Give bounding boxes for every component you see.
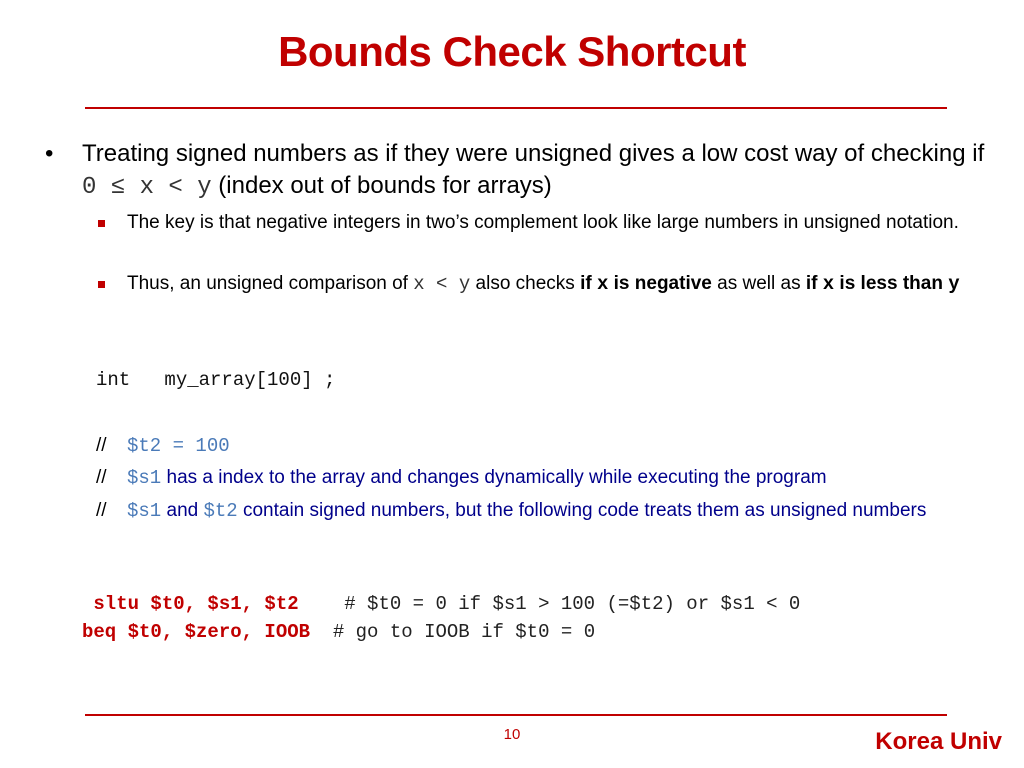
title-divider bbox=[85, 107, 947, 109]
comment-marker: // bbox=[96, 467, 107, 488]
sub-bullet-2-text: as well as bbox=[711, 273, 806, 294]
asm-comment: # $t0 = 0 if $s1 > 100 (=$t2) or $s1 < 0 bbox=[298, 593, 801, 615]
bullet-dot-icon: • bbox=[45, 140, 54, 167]
emphasis-text: is negative bbox=[608, 273, 712, 294]
main-bullet bbox=[45, 138, 992, 204]
comment-marker: // bbox=[96, 500, 107, 521]
square-bullet-icon bbox=[98, 220, 105, 227]
page-number: 10 bbox=[503, 726, 521, 743]
emphasis-code: x bbox=[822, 273, 835, 295]
slide-title: Bounds Check Shortcut bbox=[278, 28, 746, 75]
asm-line-1 bbox=[82, 590, 800, 618]
sub-bullet-2 bbox=[127, 270, 977, 298]
sub-bullet-1 bbox=[127, 209, 977, 237]
comment-text: has a index to the array and changes dynamically while executing the program bbox=[161, 467, 827, 488]
bullet-code: 0 ≤ x < y bbox=[82, 174, 212, 201]
asm-instruction: sltu $t0, $s1, $t2 bbox=[82, 593, 299, 615]
emphasis-code: x bbox=[596, 273, 609, 295]
sub-bullet-1-text: The key is that negative integers in two’s complement look like large numbers in unsigned notation. bbox=[127, 212, 959, 233]
register-ref: $s1 bbox=[127, 467, 162, 489]
emphasis-code: y bbox=[948, 273, 960, 295]
asm-instruction: beq $t0, $zero, IOOB bbox=[82, 621, 311, 643]
square-bullet-icon bbox=[98, 281, 105, 288]
comment-text: and bbox=[161, 500, 204, 521]
sub-bullet-2-text: Thus, an unsigned comparison of bbox=[127, 273, 414, 294]
bullet-text-a: Treating signed numbers as if they were unsigned gives a low cost way of checking if bbox=[82, 140, 985, 167]
comment-marker: // bbox=[96, 435, 107, 456]
asm-comment: # go to IOOB if $t0 = 0 bbox=[310, 621, 596, 643]
sub-bullet-2-text: also checks bbox=[470, 273, 581, 294]
asm-line-2 bbox=[82, 618, 595, 646]
emphasis-text: if bbox=[580, 273, 597, 294]
inline-code: x < y bbox=[413, 273, 471, 295]
bullet-text-b: (index out of bounds for arrays) bbox=[211, 172, 552, 199]
comment-text: contain signed numbers, but the following code treats them as unsigned numbers bbox=[237, 500, 927, 521]
register-ref: $s1 bbox=[127, 500, 162, 522]
footer-brand: Korea Univ bbox=[875, 728, 1002, 755]
emphasis-text: is less than bbox=[834, 273, 949, 294]
footer-divider bbox=[85, 714, 947, 716]
emphasis-text: if bbox=[805, 273, 823, 294]
array-declaration: int my_array[100] ; bbox=[96, 369, 336, 391]
register-ref: $t2 bbox=[203, 500, 238, 522]
register-ref: $t2 = 100 bbox=[127, 435, 230, 457]
